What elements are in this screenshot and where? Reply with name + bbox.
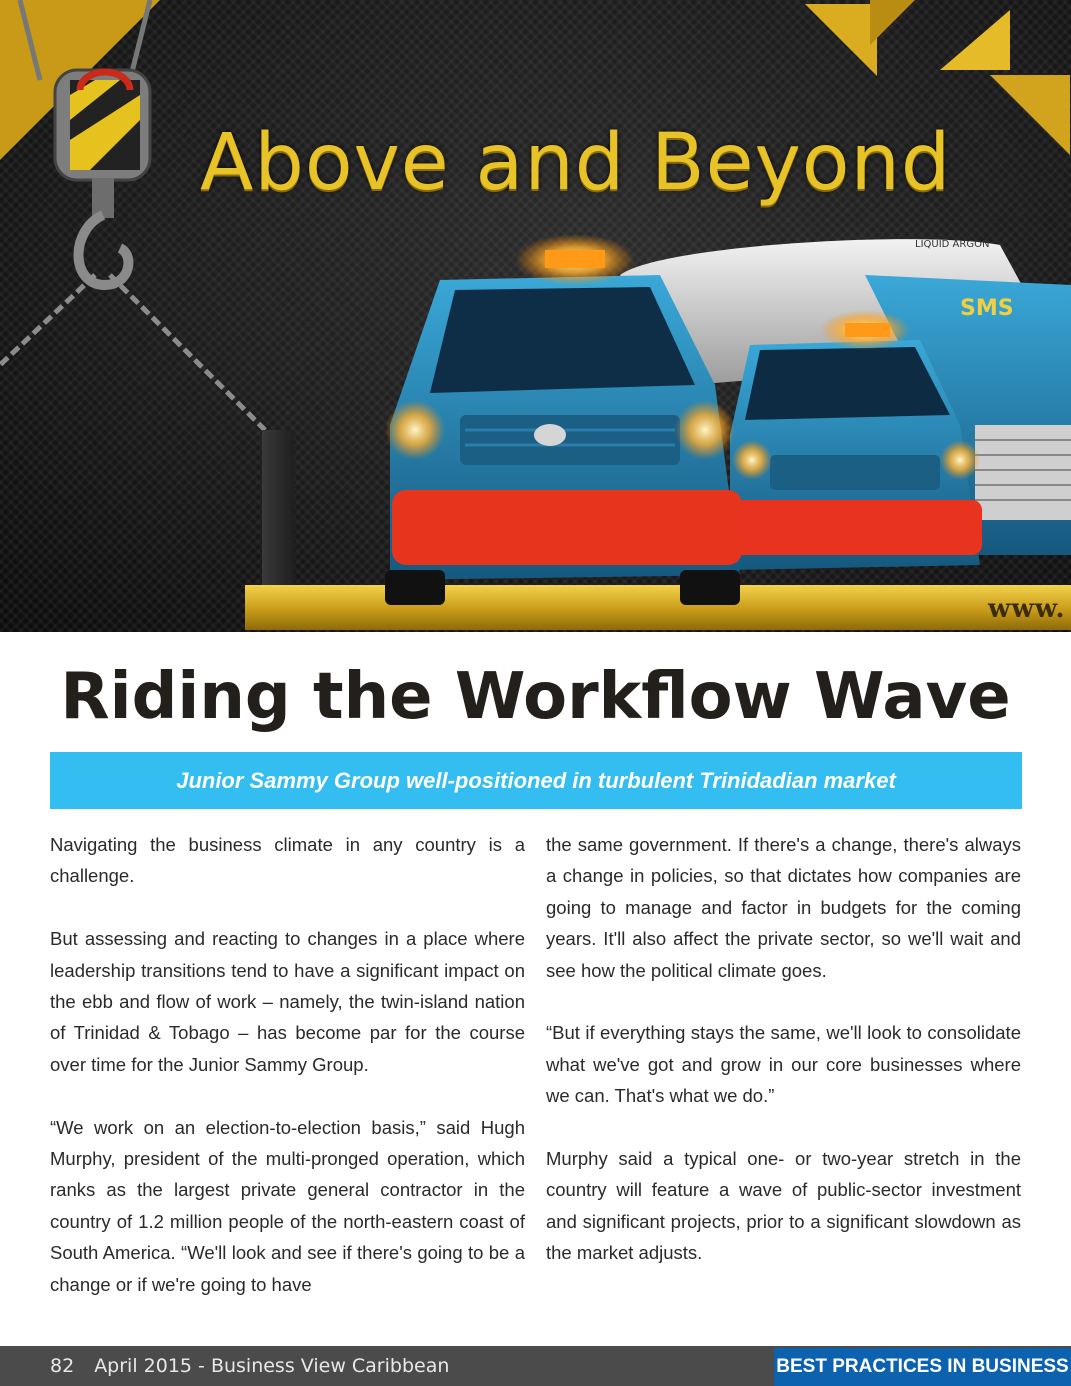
gold-triangle-decoration [805, 4, 877, 76]
hero-banner [0, 0, 1071, 632]
trucks-illustration [360, 235, 1071, 605]
page-footer [0, 1346, 1071, 1386]
hero-title: Above and Beyond [200, 118, 952, 208]
article-column-right [546, 829, 1021, 1269]
footer-info [50, 1346, 449, 1386]
banner-post [262, 430, 294, 590]
paragraph: “We work on an election-to-election basis,” said Hugh Murphy, president of the multi-pronged operation, which ranks as the largest private general contractor in the country of 1.2 million people of the north-eastern coast of South America. “We'll look and see if there's going to be a change or if we're going to have [50, 1116, 525, 1295]
paragraph: Murphy said a typical one- or two-year stretch in the country will feature a wave of public-sector investment and significant projects, prior to a significant slowdown as the market adjusts. [546, 1148, 1021, 1264]
gold-triangle-decoration [870, 0, 915, 45]
issue-label: April 2015 - Business View Caribbean [94, 1355, 450, 1377]
paragraph: the same government. If there's a change, there's always a change in policies, so that dictates how companies are going to manage and factor in budgets for the coming years. It'll also affect the private sector, so we'll wait and see how the political climate goes. [546, 834, 1021, 981]
page-number: 82 [50, 1355, 75, 1377]
truck-logo: SMS [960, 296, 1014, 321]
article-headline: Riding the Workflow Wave [60, 660, 1011, 734]
article-column-left [50, 829, 525, 1300]
subhead-band [50, 752, 1022, 809]
gold-triangle-decoration [990, 75, 1070, 155]
paragraph: “But if everything stays the same, we'll look to consolidate what we've got and grow in our core businesses where we can. That's what we do.” [546, 1022, 1021, 1107]
paragraph: Navigating the business climate in any country is a challenge. [50, 834, 525, 887]
tanker-label: LIQUID ARGON [915, 239, 990, 250]
section-tag: BEST PRACTICES IN BUSINESS [774, 1348, 1071, 1386]
paragraph: But assessing and reacting to changes in a place where leadership transitions tend to have a significant impact on the ebb and flow of work – namely, the twin-island nation of Trinidad & Tobago – has become par for the course over time for the Junior Sammy Group. [50, 928, 525, 1075]
hero-url-text: www. [988, 594, 1066, 624]
gold-triangle-decoration [940, 10, 1010, 70]
article-subhead: Junior Sammy Group well-positioned in turbulent Trinidadian market [176, 767, 896, 793]
